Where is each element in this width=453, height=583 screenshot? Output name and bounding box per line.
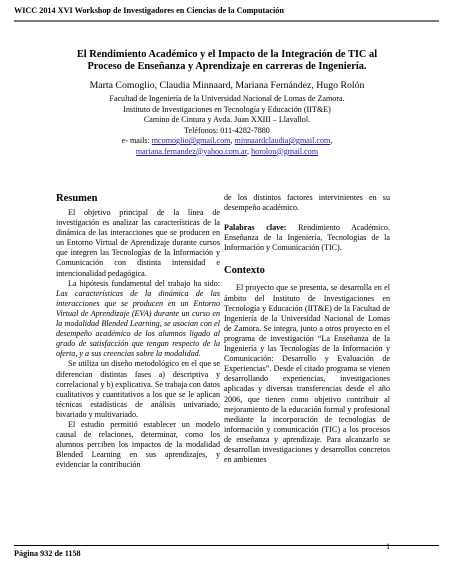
email-link[interactable]: minnaardclaudia@gmail.com bbox=[234, 136, 331, 145]
title-line-1: El Rendimiento Académico y el Impacto de la Integración de TIC al bbox=[76, 49, 378, 60]
footer-divider bbox=[14, 545, 439, 546]
affiliation-line: Instituto de Investigaciones en Tecnología y Educación (IIT&E) bbox=[123, 104, 331, 114]
paper-title bbox=[30, 49, 424, 73]
abstract-paragraph: El objetivo principal de la línea de investigación es analizar las características de la dinámica de las interacciones que se producen en un Entorno Virtual de Aprendizaje durante cursos que integren las Tecnologías de la Información y Comunicación con distinta intensidad e intencionalidad pedagógica. bbox=[56, 208, 220, 278]
email-block: e- mails: mcomoglio@gmail.com, minnaardclaudia@gmail.com, mariana.fernandez@yahoo.com.ar, horolon@gmail.com bbox=[121, 136, 333, 156]
keywords-label: Palabras clave: bbox=[224, 223, 287, 233]
abstract-hypothesis-paragraph: La hipótesis fundamental del trabajo ha sido: Las características de la dinámica de las interacciones que se producen en un Entorno Virtual de Aprendizaje (EVA) durante un curso en la modalidad Blended Learning, se asocian con el desempeño académico de los alumnos ligado al grado de satisfacción que tengan respecto de la oferta, y a sus creencias sobre la modalidad. bbox=[56, 278, 220, 359]
affiliation-line: Teléfonos: 011-4282-7880 bbox=[184, 125, 270, 135]
page-footer: Página 932 de 1158 bbox=[14, 549, 81, 558]
emails-prefix: e- mails: bbox=[121, 136, 152, 145]
hypothesis-italic: Las características de la dinámica de las interacciones que se producen en un Entorno Virtual de Aprendizaje (EVA) durante un curso en la modalidad Blended Learning, se asocian con el desempeño académico de los alumnos ligado al grado de satisfacción que tengan respecto de la oferta, y a sus creencias sobre la modalidad. bbox=[56, 288, 220, 359]
email-link[interactable]: mcomoglio@gmail.com bbox=[151, 136, 231, 145]
left-column bbox=[56, 193, 220, 470]
title-line-2: Proceso de Enseñanza y Aprendizaje en carreras de Ingeniería. bbox=[87, 61, 367, 72]
keywords-paragraph bbox=[224, 223, 390, 253]
author-list: Marta Comoglio, Claudia Minnaard, Mariana Fernández, Hugo Rolón bbox=[89, 80, 365, 91]
abstract-paragraph: El estudio permitió establecer un modelo causal de relaciones, determinar, como los alumnos perciben los impactos de la modalidad Blended Learning en sus aprendizajes, y evidenciar la contribución bbox=[56, 419, 220, 470]
affiliation-line: Camino de Cintura y Avda. Juan XXIII – Llavallol. bbox=[143, 115, 311, 125]
section-heading-resumen: Resumen bbox=[56, 193, 98, 204]
email-link[interactable]: mariana.fernandez@yahoo.com.ar bbox=[135, 146, 248, 156]
right-column bbox=[224, 193, 390, 465]
running-header: WICC 2014 XVI Workshop de Investigadores en Ciencias de la Computación bbox=[14, 6, 284, 15]
context-paragraph: El proyecto que se presenta, se desarrolla en el ámbito del Instituto de Investigaciones en Tecnología y Educación (IIT&E) de la Facultad de Ingeniería de la Universidad Nacional de Lomas de Zamora. Se integra, junto a otros proyecto en el programa de investigación “La Enseñanza de la Ingeniería y las Tecnologías de la Información y Comunicación: Desarrollo y Evaluación de Experiencias”. Desde el citado programa se vienen desarrollando experiencias, investigaciones aplicadas y diversas transferencias desde el año 2006, que tienen como objetivo contribuir al mejoramiento de la educación formal y profesional mediante la incorporación de tecnologías de información y comunicación (TIC) a los procesos de enseñanza y aprendizaje. Para alcanzarlo se desarrollan investigaciones y desarrollos concretos en ambientes bbox=[224, 283, 390, 465]
affiliation-block bbox=[30, 94, 424, 136]
affiliation-line: Facultad de Ingeniería de la Universidad Nacional de Lomas de Zamora. bbox=[109, 94, 345, 103]
email-link[interactable]: horolon@gmail.com bbox=[251, 146, 319, 156]
header-divider bbox=[14, 20, 439, 22]
abstract-paragraph-continued: de los distintos factores intervinientes en su desempeño académico. bbox=[224, 193, 390, 213]
section-heading-contexto: Contexto bbox=[224, 265, 265, 277]
keywords-text: Rendimiento Académico. Enseñanza de la Ingeniería, Tecnologías de la Información y Comunicación (TIC). bbox=[224, 223, 390, 253]
column-page-number: 1 bbox=[386, 541, 391, 551]
abstract-paragraph: Se utiliza un diseño metodológico en el que se diferencian distintas fases a) descriptiva y correlacional y b) explicativa. Se trabaja con datos cualitativos y cuantitativos a los que se le aplican técnicas estadísticas de análisis univariado, bivariado y multivariado. bbox=[56, 359, 220, 419]
